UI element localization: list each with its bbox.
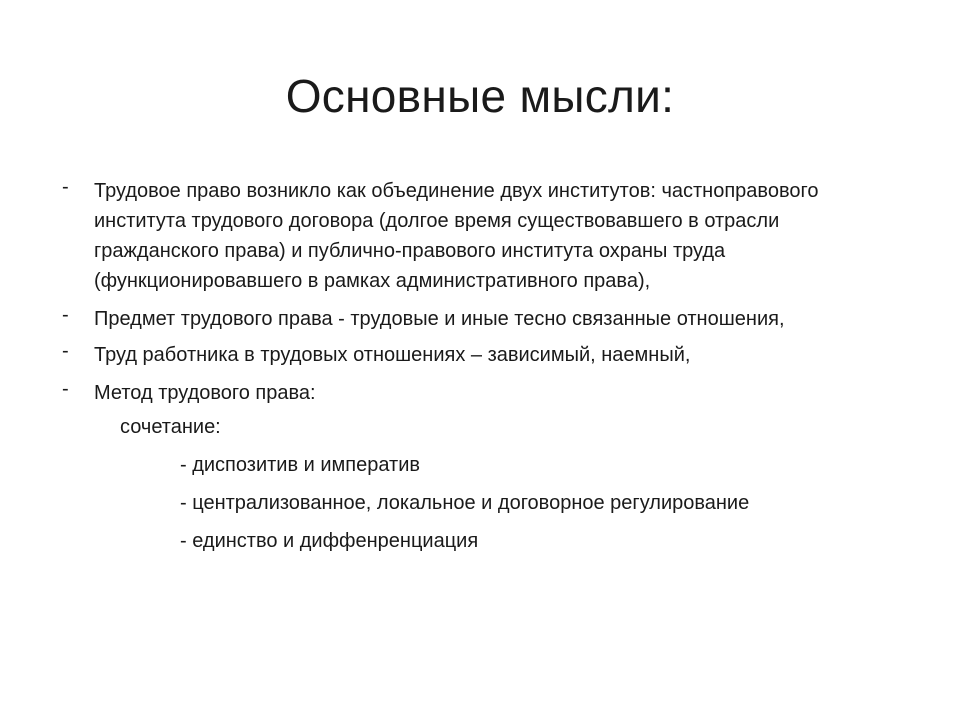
bullet-dash: - xyxy=(62,340,69,362)
bullet-text: Труд работника в трудовых отношениях – зависимый, наемный, xyxy=(94,344,691,366)
method-label: сочетание: xyxy=(120,416,221,438)
slide-body xyxy=(62,176,902,564)
method-item: - единство и диффенренциация xyxy=(180,530,479,552)
method-item: - централизованное, локальное и договорное регулирование xyxy=(180,492,750,514)
bullet-text: Предмет трудового права - трудовые и иные тесно связанные отношения, xyxy=(94,308,785,330)
bullet-item xyxy=(62,340,902,370)
bullet-text: Трудовое право возникло как объединение двух институтов: частноправового института трудового договора (долгое время существовавшего в отрасли гражданского права) и публично-правового института охраны труда (функционировавшего в рамках административного права), xyxy=(94,180,819,292)
bullet-dash: - xyxy=(62,378,69,400)
bullet-text: Метод трудового права: xyxy=(94,382,316,404)
bullet-item xyxy=(62,378,902,408)
slide-title: Основные мысли: xyxy=(285,70,675,122)
method-item: - диспозитив и императив xyxy=(180,454,421,476)
bullet-dash: - xyxy=(62,176,69,198)
bullet-item xyxy=(62,176,902,296)
bullet-dash: - xyxy=(62,304,69,326)
bullet-item xyxy=(62,304,902,334)
